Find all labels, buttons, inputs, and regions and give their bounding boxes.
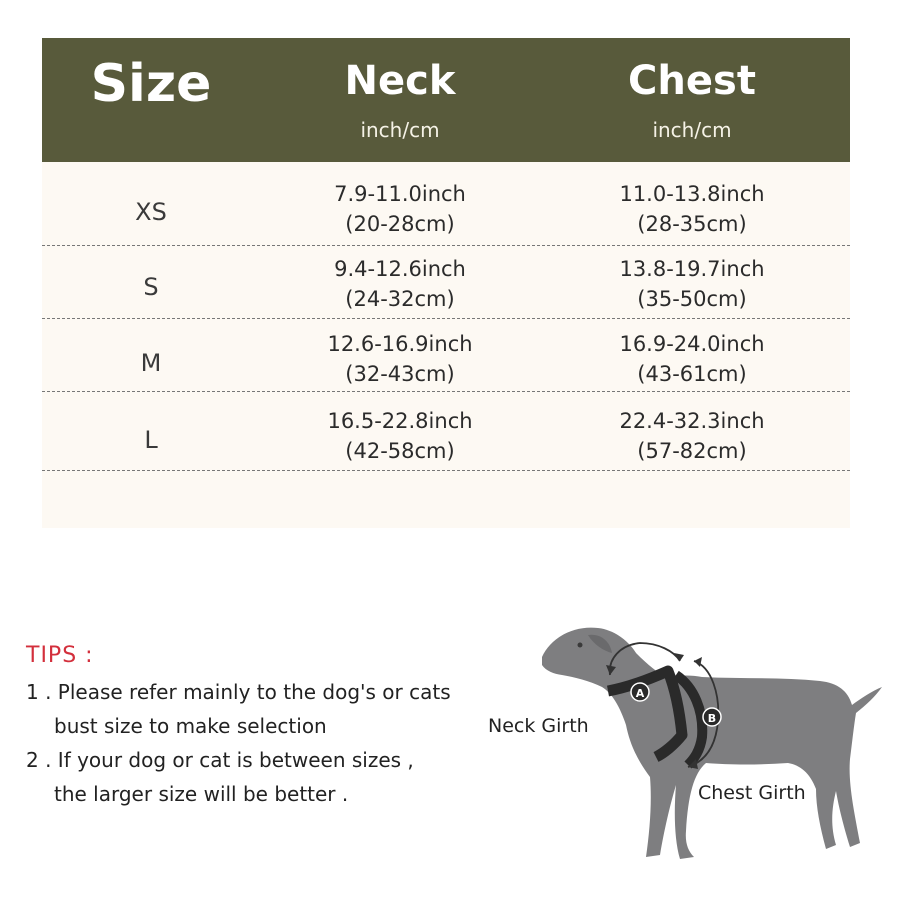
neck-inch: 9.4-12.6inch [334,257,466,281]
header-chest: Chest [628,58,756,104]
neck-inch: 12.6-16.9inch [327,332,473,356]
dog-silhouette [542,628,882,859]
chest-inch: 11.0-13.8inch [619,182,765,206]
size-label: L [144,426,158,454]
chest-cm: (57-82cm) [637,439,747,463]
size-chart-table [42,38,850,528]
neck-girth-label: Neck Girth [488,715,589,737]
chest-girth-label: Chest Girth [698,782,806,804]
size-label: M [140,349,162,377]
chest-inch: 16.9-24.0inch [619,332,765,356]
table-row-m [42,319,850,392]
tips-title: TIPS : [26,643,94,668]
neck-cm: (20-28cm) [345,212,455,236]
chest-inch: 22.4-32.3inch [619,409,765,433]
header-chest-unit: inch/cm [652,118,732,142]
tip-2-line-1: 2 . If your dog or cat is between sizes , [26,748,414,772]
marker-b-label: B [707,712,717,725]
header-size: Size [90,54,212,114]
tip-2-line-2: the larger size will be better . [54,782,349,806]
chest-inch: 13.8-19.7inch [619,257,765,281]
table-row-xs [42,162,850,246]
tip-1-line-2: bust size to make selection [54,714,327,738]
chest-cm: (43-61cm) [637,362,747,386]
chest-cm: (28-35cm) [637,212,747,236]
size-label: XS [135,198,167,226]
size-chart-header [42,38,850,162]
table-row-l [42,392,850,471]
dog-harness-figure [480,595,890,875]
table-row-s [42,245,850,319]
header-neck-unit: inch/cm [360,118,440,142]
neck-cm: (32-43cm) [345,362,455,386]
neck-inch: 7.9-11.0inch [334,182,466,206]
neck-inch: 16.5-22.8inch [327,409,473,433]
header-neck: Neck [344,58,456,104]
chest-cm: (35-50cm) [637,287,747,311]
marker-a-label: A [635,687,645,700]
tip-1-line-1: 1 . Please refer mainly to the dog's or cats [26,680,451,704]
dog-eye [578,643,583,648]
neck-cm: (42-58cm) [345,439,455,463]
neck-cm: (24-32cm) [345,287,455,311]
size-label: S [143,273,159,301]
